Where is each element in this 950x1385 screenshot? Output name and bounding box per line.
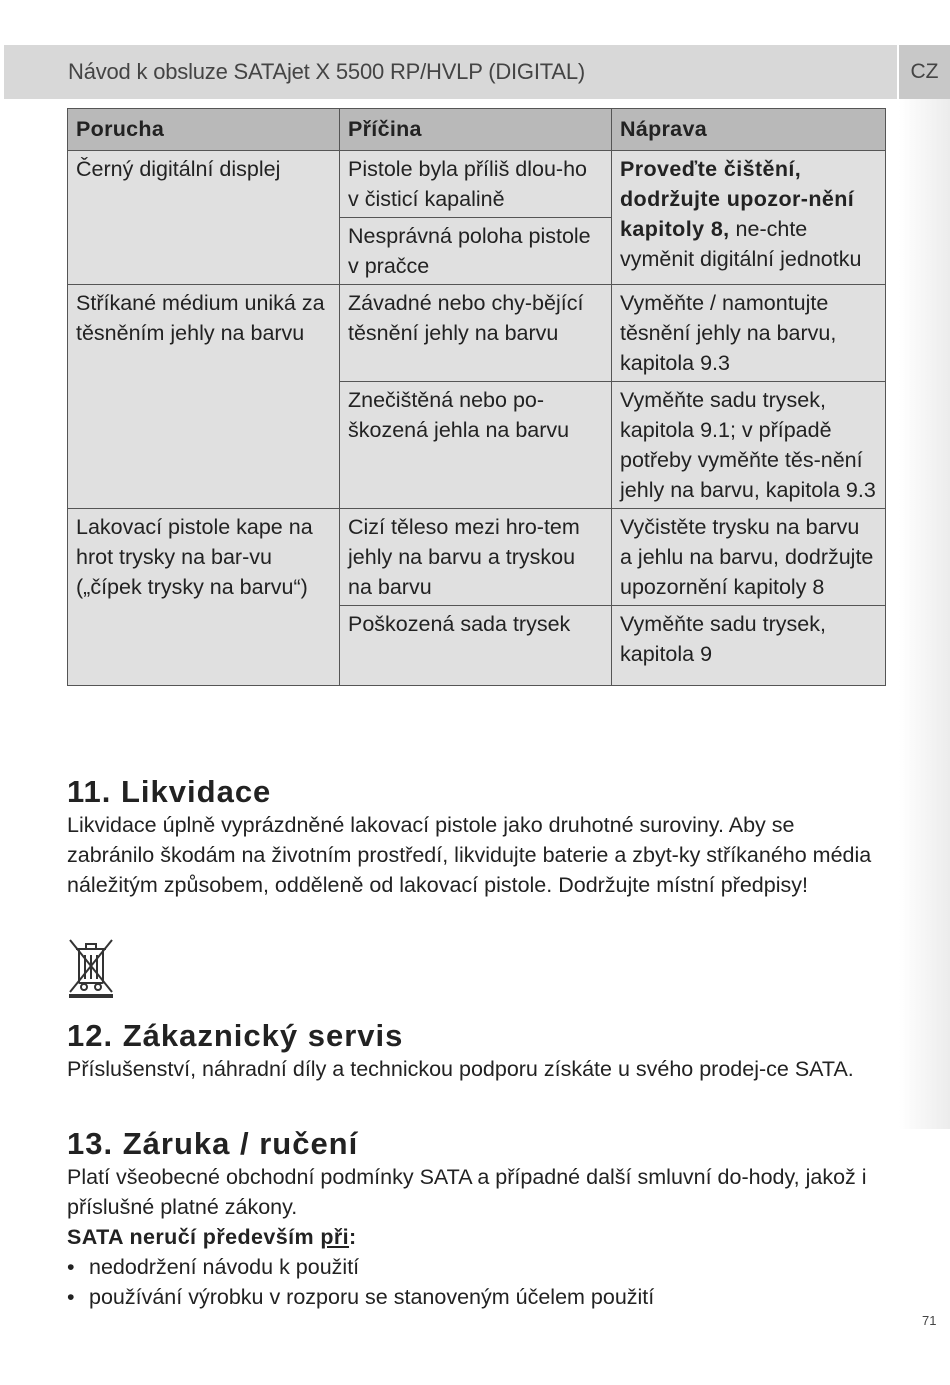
table-row: [68, 285, 886, 382]
remedy-cell: Vyměňte / namontujte těsnění jehly na barvu, kapitola 9.3: [612, 285, 886, 382]
table-row: [68, 151, 886, 218]
cause-cell: Nesprávná poloha pistole v pračce: [340, 218, 612, 285]
remedy-cell: [612, 151, 886, 285]
document-title: Návod k obsluze SATAjet X 5500 RP/HVLP (DIGITAL): [68, 59, 585, 84]
section-heading: 13. Záruka / ručení: [67, 1126, 359, 1161]
language-tab: [899, 45, 950, 99]
header-bar: [4, 45, 897, 99]
fault-cell: Černý digitální displej: [68, 151, 340, 285]
warranty-subheading: [67, 1222, 887, 1252]
cause-cell: Znečištěná nebo po-škozená jehla na barvu: [340, 382, 612, 509]
subheading-underlined: při: [320, 1225, 350, 1249]
page-number: 71: [922, 1313, 937, 1328]
list-item: • používání výrobku v rozporu se stanoveným účelem použití: [67, 1282, 887, 1312]
section-disposal: [67, 774, 887, 900]
fault-cell: Stříkané médium uniká za těsněním jehly na barvu: [68, 285, 340, 509]
fault-cell: Lakovací pistole kape na hrot trysky na bar-vu („čípek trysky na barvu“): [68, 509, 340, 686]
section-text: Likvidace úplně vyprázdněné lakovací pistole jako druhotné suroviny. Aby se zabránilo škodám na životním prostředí, likvidujte baterie a zbyt-ky stříkaného média náležitým způsobem, odděleně od lakovací pistole. Dodržujte místní předpisy!: [67, 813, 872, 897]
cause-cell: Závadné nebo chy-bějící těsnění jehly na barvu: [340, 285, 612, 382]
section-heading: 12. Zákaznický servis: [67, 1018, 404, 1053]
section-customer-service: [67, 1018, 887, 1084]
cause-cell: Cizí těleso mezi hro-tem jehly na barvu a tryskou na barvu: [340, 509, 612, 606]
troubleshooting-table: [67, 108, 886, 686]
table-header-row: [68, 109, 886, 151]
remedy-cell: Vyměňte sadu trysek, kapitola 9: [612, 606, 886, 686]
remedy-cell: Vyměňte sadu trysek, kapitola 9.1; v případě potřeby vyměňte těs-nění jehly na barvu, kapitola 9.3: [612, 382, 886, 509]
cause-cell: Poškozená sada trysek: [340, 606, 612, 686]
section-warranty: [67, 1126, 887, 1312]
column-header-cause: Příčina: [340, 109, 612, 151]
remedy-cell: Vyčistěte trysku na barvu a jehlu na barvu, dodržujte upozornění kapitoly 8: [612, 509, 886, 606]
section-text: Příslušenství, náhradní díly a technickou podporu získáte u svého prodej-ce SATA.: [67, 1057, 854, 1081]
section-heading: 11. Likvidace: [67, 774, 272, 809]
subheading-colon: :: [349, 1225, 357, 1249]
side-strip: [899, 99, 950, 1129]
section-text: Platí všeobecné obchodní podmínky SATA a případné další smluvní do-hody, jakož i příslušné platné zákony.: [67, 1165, 867, 1219]
column-header-fault: Porucha: [68, 109, 340, 151]
list-item: • nedodržení návodu k použití: [67, 1252, 887, 1282]
language-label: CZ: [910, 60, 939, 83]
remedy-text: ne-chte vyměnit digitální jednotku: [620, 217, 862, 271]
weee-crossed-bin-icon: [67, 937, 115, 999]
column-header-remedy: Náprava: [612, 109, 886, 151]
cause-cell: Pistole byla příliš dlou-ho v čisticí kapalině: [340, 151, 612, 218]
table-row: [68, 509, 886, 606]
subheading-part: SATA neručí především: [67, 1225, 321, 1249]
remedy-bold-text: Proveďte čištění, dodržujte upozor-nění kapitoly 8,: [620, 157, 855, 241]
